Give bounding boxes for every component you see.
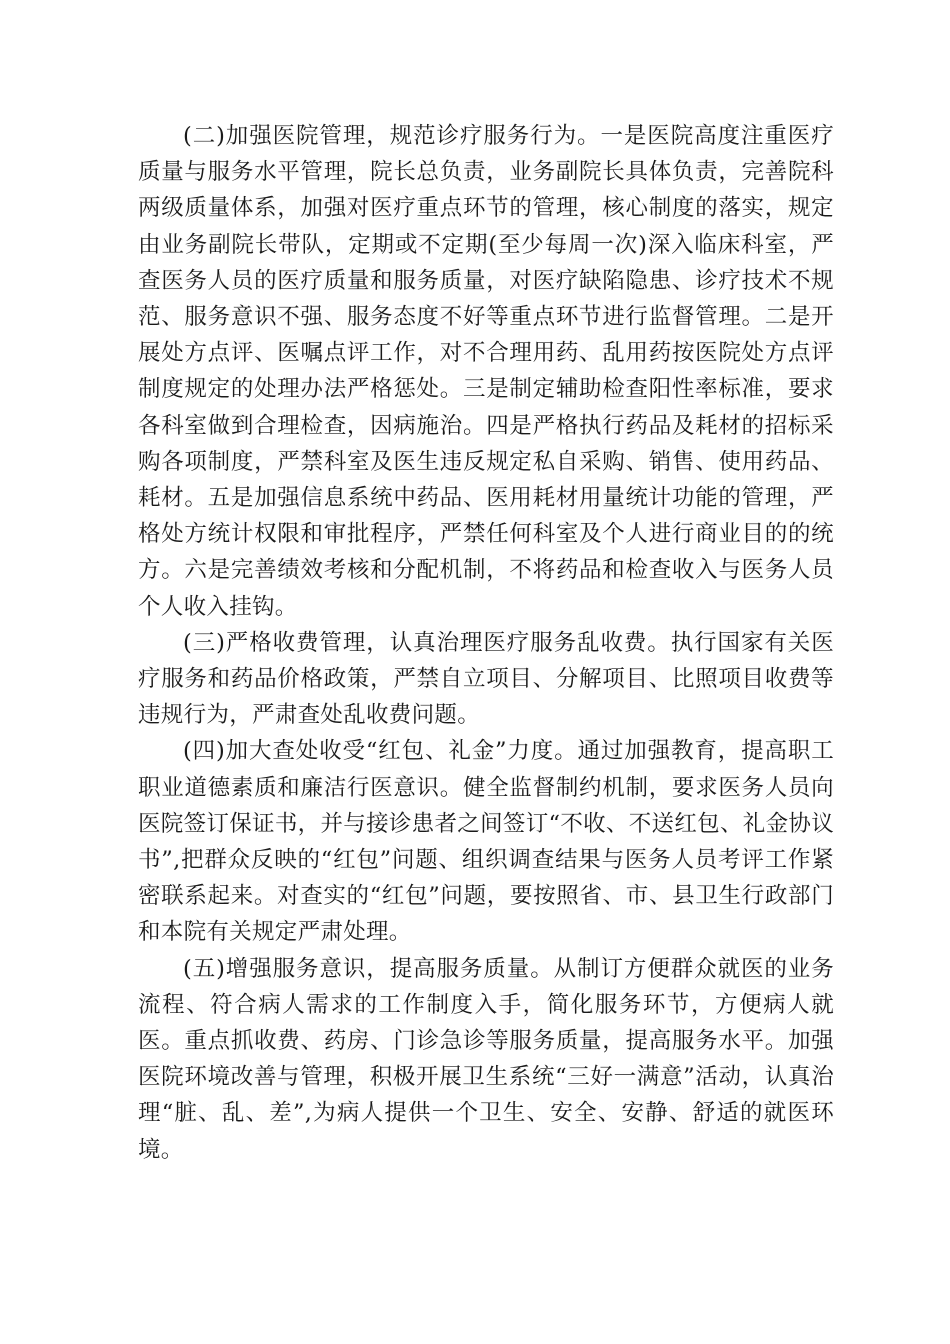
paragraph-fee-management: (三)严格收费管理，认真治理医疗服务乱收费。执行国家有关医疗服务和药品价格政策，严禁自立项目、分解项目、比照项目收费等违规行为，严肃查处乱收费问题。 [138,629,834,729]
paragraph-service-quality: (五)增强服务意识，提高服务质量。从制订方便群众就医的业务流程、符合病人需求的工作制度入手，简化服务环节，方便病人就医。重点抓收费、药房、门诊急诊等服务质量，提高服务水平。加强医院环境改善与管理，积极开展卫生系统“三好一满意”活动，认真治理“脏、乱、差”,为病人提供一个卫生、安全、安静、舒适的就医环境。 [138,955,834,1163]
document-body [138,118,834,1168]
paragraph-red-envelope: (四)加大查处收受“红包、礼金”力度。通过加强教育，提高职工职业道德素质和廉洁行医意识。健全监督制约机制，要求医务人员向医院签订保证书，并与接诊患者之间签订“不收、不送红包、礼金协议书”,把群众反映的“红包”问题、组织调查结果与医务人员考评工作紧密联系起来。对查实的“红包”问题，要按照省、市、县卫生行政部门和本院有关规定严肃处理。 [138,738,834,946]
paragraph-hospital-management: (二)加强医院管理，规范诊疗服务行为。一是医院高度注重医疗质量与服务水平管理，院长总负责，业务副院长具体负责，完善院科两级质量体系，加强对医疗重点环节的管理，核心制度的落实，规定由业务副院长带队，定期或不定期(至少每周一次)深入临床科室，严查医务人员的医疗质量和服务质量，对医疗缺陷隐患、诊疗技术不规范、服务意识不强、服务态度不好等重点环节进行监督管理。二是开展处方点评、医嘱点评工作，对不合理用药、乱用药按医院处方点评制度规定的处理办法严格惩处。三是制定辅助检查阳性率标准，要求各科室做到合理检查，因病施治。四是严格执行药品及耗材的招标采购各项制度，严禁科室及医生违反规定私自采购、销售、使用药品、耗材。五是加强信息系统中药品、医用耗材用量统计功能的管理，严格处方统计权限和审批程序，严禁任何科室及个人进行商业目的的统方。六是完善绩效考核和分配机制，不将药品和检查收入与医务人员个人收入挂钩。 [138,123,834,620]
